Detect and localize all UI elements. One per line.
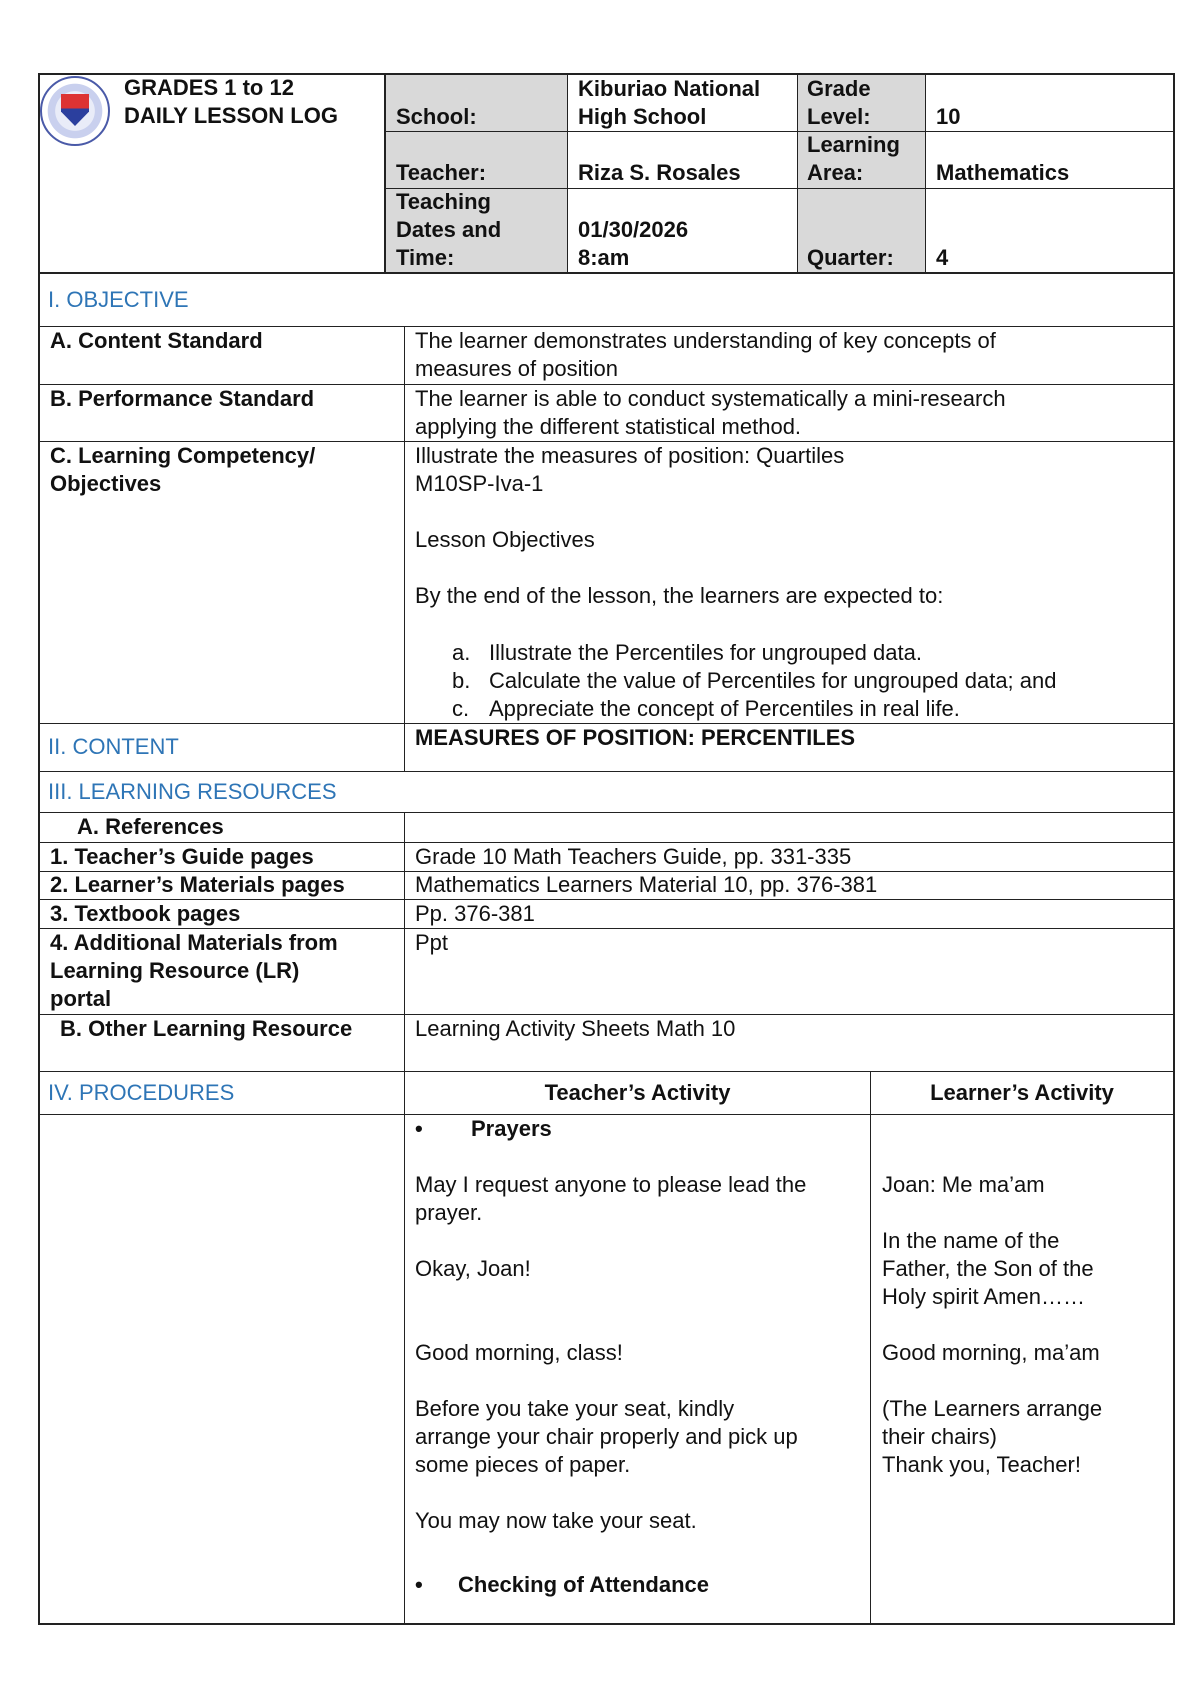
additional-materials-label: 4. Additional Materials from Learning Resource (LR) portal	[50, 930, 338, 1011]
teacher-activity-header: Teacher’s Activity	[544, 1080, 731, 1105]
performance-standard-label: B. Performance Standard	[50, 386, 315, 411]
lm-value: Mathematics Learners Material 10, pp. 376-381	[415, 872, 878, 897]
content-standard-value: The learner demonstrates understanding of key concepts of measures of position	[415, 328, 996, 381]
teacher-activity-text: May I request anyone to please lead the prayer. Okay, Joan! Good morning, class! Before you take your seat, kindly arrange your chair properly and pick up some pieces of paper. You may now take your seat.	[415, 1172, 807, 1533]
competency-value: Illustrate the measures of position: Quartiles M10SP-Iva-1 Lesson Objectives By the end of the lesson, the learners are expected to:	[415, 443, 944, 608]
list-item: Illustrate the Percentiles for ungrouped data.	[489, 640, 922, 665]
other-resource-value: Learning Activity Sheets Math 10	[415, 1016, 736, 1041]
tb-label: 3. Textbook pages	[50, 901, 241, 926]
grade-value: 10	[936, 104, 961, 129]
school-value: Kiburiao National High School	[578, 76, 761, 129]
dates-label: Teaching Dates and Time:	[396, 189, 502, 270]
tb-value: Pp. 376-381	[415, 901, 535, 926]
list-item: Appreciate the concept of Percentiles in real life.	[489, 696, 960, 721]
objective-heading: I. OBJECTIVE	[48, 287, 189, 312]
quarter-label: Quarter:	[807, 245, 894, 270]
content-value: MEASURES OF POSITION: PERCENTILES	[415, 725, 856, 750]
form-title-line2: DAILY LESSON LOG	[124, 103, 338, 128]
tg-value: Grade 10 Math Teachers Guide, pp. 331-335	[415, 844, 852, 869]
attendance-heading: Checking of Attendance	[458, 1572, 709, 1597]
school-label: School:	[396, 104, 477, 129]
list-item-marker: b.	[452, 668, 471, 693]
bullet-icon: •	[415, 1116, 423, 1141]
teacher-value: Riza S. Rosales	[578, 160, 741, 185]
list-item: Calculate the value of Percentiles for ungrouped data; and	[489, 668, 1057, 693]
content-standard-label: A. Content Standard	[50, 328, 263, 353]
procedures-heading: IV. PROCEDURES	[48, 1080, 235, 1105]
grade-label: Grade Level:	[807, 76, 871, 129]
resources-heading: III. LEARNING RESOURCES	[48, 779, 337, 804]
additional-materials-value: Ppt	[415, 930, 449, 955]
form-title-line1: GRADES 1 to 12	[124, 75, 294, 100]
deped-seal-logo	[40, 76, 110, 146]
bullet-icon: •	[415, 1572, 423, 1597]
prayers-heading: Prayers	[471, 1116, 552, 1141]
list-item-marker: a.	[452, 640, 471, 665]
teacher-label: Teacher:	[396, 160, 487, 185]
competency-label: C. Learning Competency/ Objectives	[50, 443, 316, 496]
quarter-value: 4	[936, 245, 949, 270]
performance-standard-value: The learner is able to conduct systematically a mini-research applying the different statistical method.	[415, 386, 1006, 439]
area-label: Learning Area:	[807, 132, 900, 185]
lm-label: 2. Learner’s Materials pages	[50, 872, 345, 897]
learner-activity-header: Learner’s Activity	[930, 1080, 1114, 1105]
area-value: Mathematics	[936, 160, 1070, 185]
dates-value: 01/30/2026 8:am	[578, 217, 689, 270]
content-heading: II. CONTENT	[48, 734, 179, 759]
list-item-marker: c.	[452, 696, 470, 721]
learner-activity-text: Joan: Me ma’am In the name of the Father, the Son of the Holy spirit Amen…… Good morning, ma’am (The Learners arrange their chairs) Thank you, Teacher!	[882, 1172, 1103, 1477]
references-label: A. References	[77, 814, 224, 839]
tg-label: 1. Teacher’s Guide pages	[50, 844, 314, 869]
other-resource-label: B. Other Learning Resource	[60, 1016, 353, 1041]
